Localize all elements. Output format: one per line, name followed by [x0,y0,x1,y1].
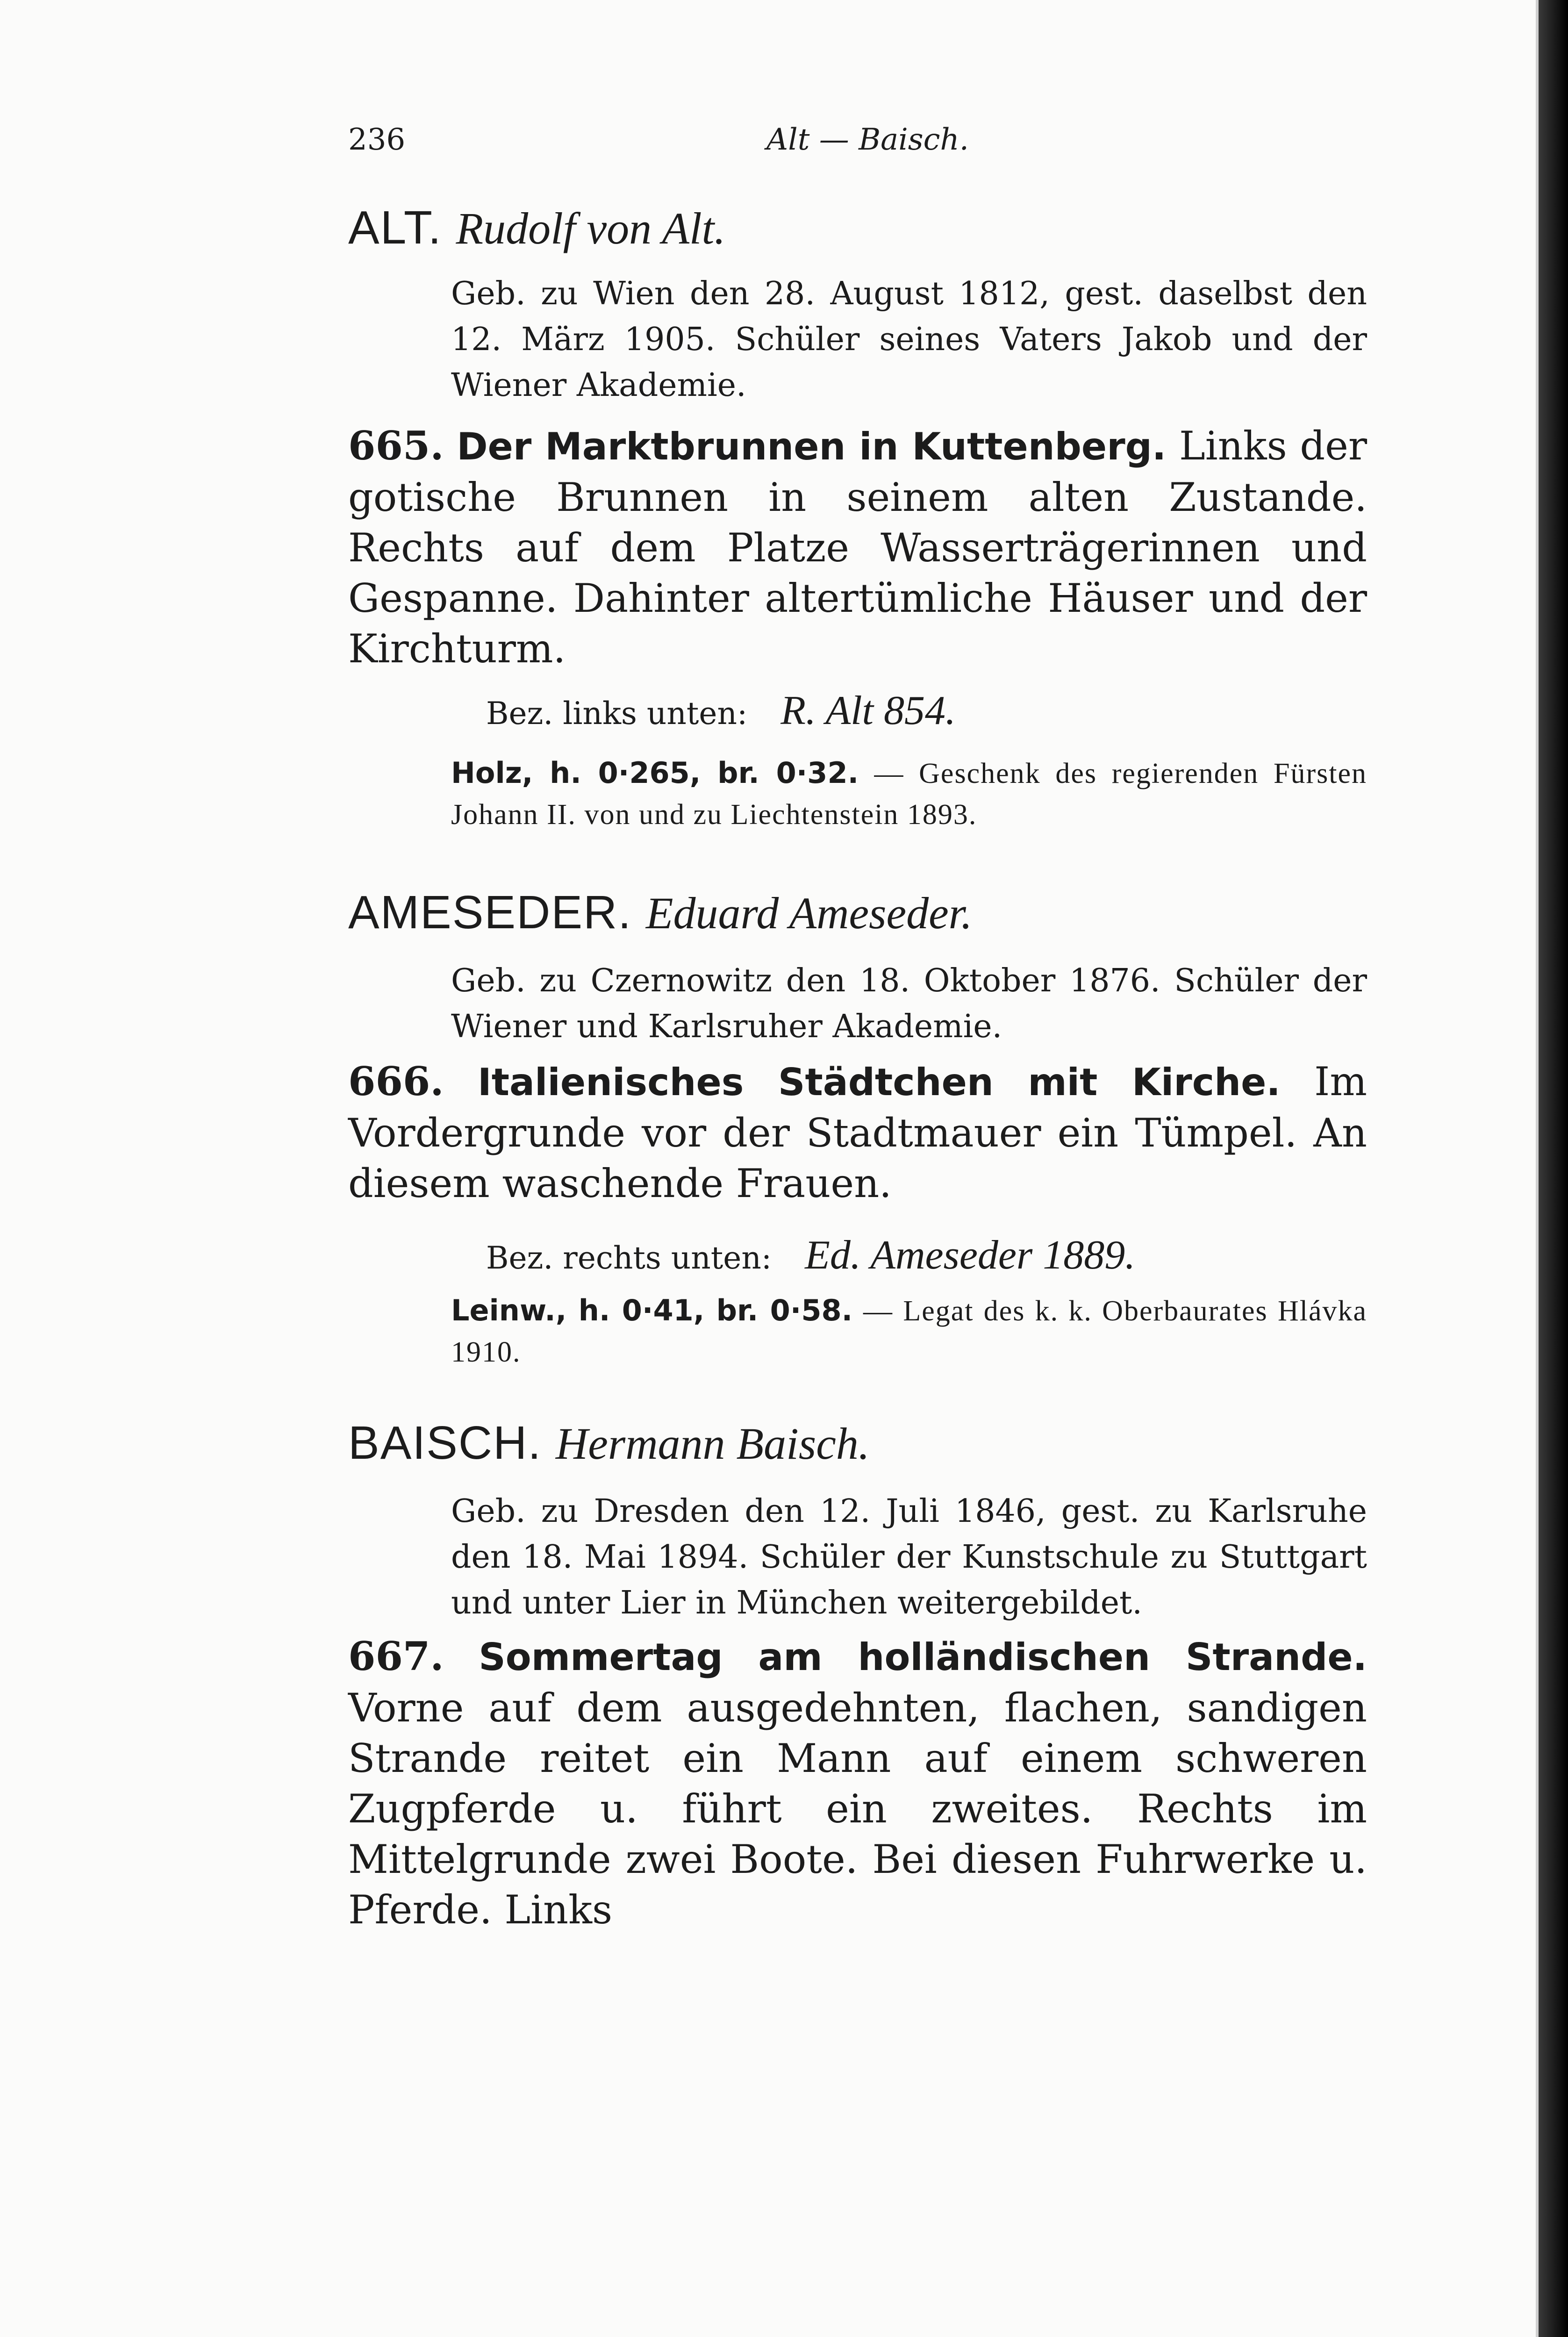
artist-name: BAISCH. [348,1417,542,1469]
page-header [348,122,1358,169]
painting-title: Italienisches Städtchen mit Kirche. [477,1061,1281,1104]
running-title: Alt — Baisch. [766,122,969,157]
artist-bio: Geb. zu Czernowitz den 18. Oktober 1876. Schüler der Wiener und Karlsruher Akademie. [451,962,1367,1045]
painting-description: Links der gotische Brunnen in seinem alten Zustande. Rechts auf dem Platze Wasserträgerinnen und Gespanne. Dahinter altertümliche Häuser und der Kirchturm. [348,423,1367,672]
provenance-text: — Legat des k. k. Oberbaurates Hlávka 1910. [451,1295,1367,1368]
entry-number: 666. [348,1058,444,1104]
signature-text: R. Alt 854. [780,688,956,733]
signature-text: Ed. Ameseder 1889. [805,1233,1136,1278]
artist-heading [348,201,725,255]
signature-line [486,1232,1135,1279]
medium-dimensions: Holz, h. 0·265, br. 0·32. [451,756,859,790]
page-edge-shadow [1539,0,1568,2337]
medium-dimensions: Leinw., h. 0·41, br. 0·58. [451,1293,853,1327]
artist-full-name: Hermann Baisch. [555,1419,870,1469]
painting-title: Sommertag am holländischen Strande. [479,1635,1367,1679]
page-number: 236 [348,122,406,157]
signature-label: Bez. rechts unten: [486,1240,772,1276]
signature-line [486,687,956,734]
catalog-entry [348,1056,1367,1209]
entry-number: 665. [348,423,444,469]
entry-number: 667. [348,1633,444,1679]
painting-description: Vorne auf dem ausgedehnten, flachen, sandigen Strande reitet ein Mann auf einem schweren Zugpferde u. führt ein zweites. Rechts im Mittelgrunde zwei Boote. Bei diesen Fuhrwerke u. Pferde. Links [348,1685,1367,1933]
artist-full-name: Rudolf von Alt. [456,203,726,253]
artist-name: ALT. [348,201,442,254]
catalog-entry [348,1631,1367,1935]
artist-name: AMESEDER. [348,886,632,939]
artist-bio: Geb. zu Dresden den 12. Juli 1846, gest. zu Karlsruhe den 18. Mai 1894. Schüler der Kunstschule zu Stuttgart und unter Lier in München weitergebildet. [451,1493,1367,1621]
artist-full-name: Eduard Ameseder. [645,888,973,938]
provenance-text: — Geschenk des regierenden Fürsten Johann II. von und zu Liechtenstein 1893. [451,758,1368,831]
painting-title: Der Marktbrunnen in Kuttenberg. [457,425,1167,468]
provenance [451,1290,1367,1373]
painting-description: Im Vordergrunde vor der Stadtmauer ein Tümpel. An diesem waschende Frauen. [348,1059,1368,1206]
catalog-entry [348,421,1367,674]
signature-label: Bez. links unten: [486,695,748,731]
artist-heading [348,886,972,939]
artist-bio: Geb. zu Wien den 28. August 1812, gest. daselbst den 12. März 1905. Schüler seines Vaters Jakob und der Wiener Akademie. [451,275,1367,404]
artist-heading [348,1416,870,1470]
provenance [451,753,1367,835]
